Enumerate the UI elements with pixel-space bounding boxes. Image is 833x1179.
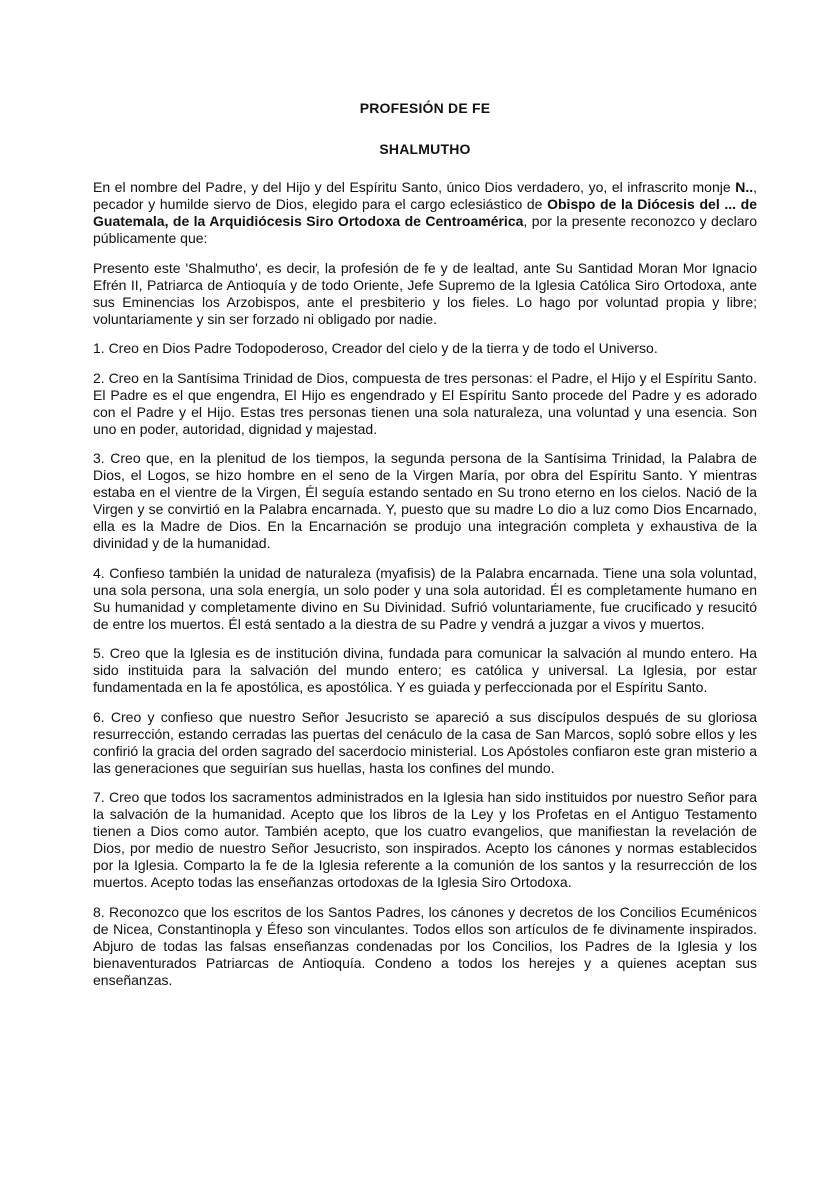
credo-item-6: 6. Creo y confieso que nuestro Señor Jesucristo se apareció a sus discípulos después de su gloriosa resurrección, estando cerradas las puertas del cenáculo de la casa de San Marcos, sopló sobre ellos y les confirió la gracia del orden sagrado del sacerdocio ministerial. Los Apóstoles confiaron este gran misterio a las generaciones que seguirían sus huellas, hasta los confines del mundo. <box>93 708 757 776</box>
credo-item-3: 3. Creo que, en la plenitud de los tiempos, la segunda persona de la Santísima Trinidad, la Palabra de Dios, el Logos, se hizo hombre en el seno de la Virgen María, por obra del Espíritu Santo. Y mientras estaba en el vientre de la Virgen, Él seguía estando sentado en Su trono eterno en los cielos. Nació de la Virgen y se convirtió en la Palabra encarnada. Y, puesto que su madre Lo dio a luz como Dios Encarnado, ella es la Madre de Dios. En la Encarnación se produjo una integración completa y exhaustiva de la divinidad y de la humanidad. <box>93 450 757 551</box>
intro-bold-office-title: Obispo de la Diócesis del ... de Guatemala, de la Arquidiócesis Siro Ortodoxa de Centroamérica <box>93 196 757 229</box>
credo-item-7: 7. Creo que todos los sacramentos administrados en la Iglesia han sido instituidos por nuestro Señor para la salvación de la humanidad. Acepto que los libros de la Ley y los Profetas en el Antiguo Testamento tienen a Dios como autor. También acepto, que los cuatro evangelios, que manifiestan la revelación de Dios, por medio de nuestro Señor Jesucristo, son inspirados. Acepto los cánones y normas establecidos por la Iglesia. Comparto la fe de la Iglesia referente a la comunión de los santos y la resurrección de los muertos. Acepto todas las enseñanzas ortodoxas de la Iglesia Siro Ortodoxa. <box>93 789 757 890</box>
intro-paragraph <box>93 179 757 247</box>
credo-item-5: 5. Creo que la Iglesia es de institución divina, fundada para comunicar la salvación al mundo entero. Ha sido instituida para la salvación del mundo entero; es católica y universal. La Iglesia, por estar fundamentada en la fe apostólica, es apostólica. Y es guiada y perfeccionada por el Espíritu Santo. <box>93 645 757 695</box>
credo-item-1: 1. Creo en Dios Padre Todopoderoso, Creador del cielo y de la tierra y de todo el Universo. <box>93 340 658 356</box>
document-title: PROFESIÓN DE FE <box>359 100 491 116</box>
preamble-paragraph: Presento este 'Shalmutho', es decir, la profesión de fe y de lealtad, ante Su Santidad Moran Mor Ignacio Efrén II, Patriarca de Antioquía y de todo Oriente, Jefe Supremo de la Iglesia Católica Siro Ortodoxa, ante sus Eminencias los Arzobispos, ante el presbiterio y los fieles. Lo hago por voluntad propia y libre; voluntariamente y sin ser forzado ni obligado por nadie. <box>93 259 757 327</box>
document-subtitle: SHALMUTHO <box>379 141 471 157</box>
intro-text-segment: , pecador y humilde siervo de Dios, elegido para el cargo eclesiástico de <box>93 179 757 212</box>
credo-item-8: 8. Reconozco que los escritos de los Santos Padres, los cánones y decretos de los Concilios Ecuménicos de Nicea, Constantinopla y Éfeso son vinculantes. Todos ellos son artículos de fe divinamente inspirados. Abjuro de todas las falsas enseñanzas condenadas por los Concilios, los Padres de la Iglesia y los bienaventurados Patriarcas de Antioquía. Condeno a todos los herejes y a quienes aceptan sus enseñanzas. <box>93 903 757 988</box>
intro-text-segment: , por la presente reconozco y declaro públicamente que: <box>93 213 757 246</box>
intro-text-segment: En el nombre del Padre, y del Hijo y del Espíritu Santo, único Dios verdadero, yo, el infrascrito monje <box>93 179 736 195</box>
credo-item-4: 4. Confieso también la unidad de naturaleza (myafisis) de la Palabra encarnada. Tiene una sola voluntad, una sola persona, una sola energía, un solo poder y una sola autoridad. Él es completamente humano en Su humanidad y completamente divino en Su Divinidad. Sufrió voluntariamente, fue crucificado y resucitó de entre los muertos. Él está sentado a la diestra de su Padre y vendrá a juzgar a vivos y muertos. <box>93 564 757 632</box>
intro-bold-monk-name: N.. <box>735 179 754 195</box>
credo-item-2: 2. Creo en la Santísima Trinidad de Dios, compuesta de tres personas: el Padre, el Hijo y el Espíritu Santo. El Padre es el que engendra, El Hijo es engendrado y El Espíritu Santo procede del Padre y es adorado con el Padre y el Hijo. Estas tres personas tienen una sola naturaleza, una voluntad y una esencia. Son uno en poder, autoridad, dignidad y majestad. <box>93 369 757 437</box>
